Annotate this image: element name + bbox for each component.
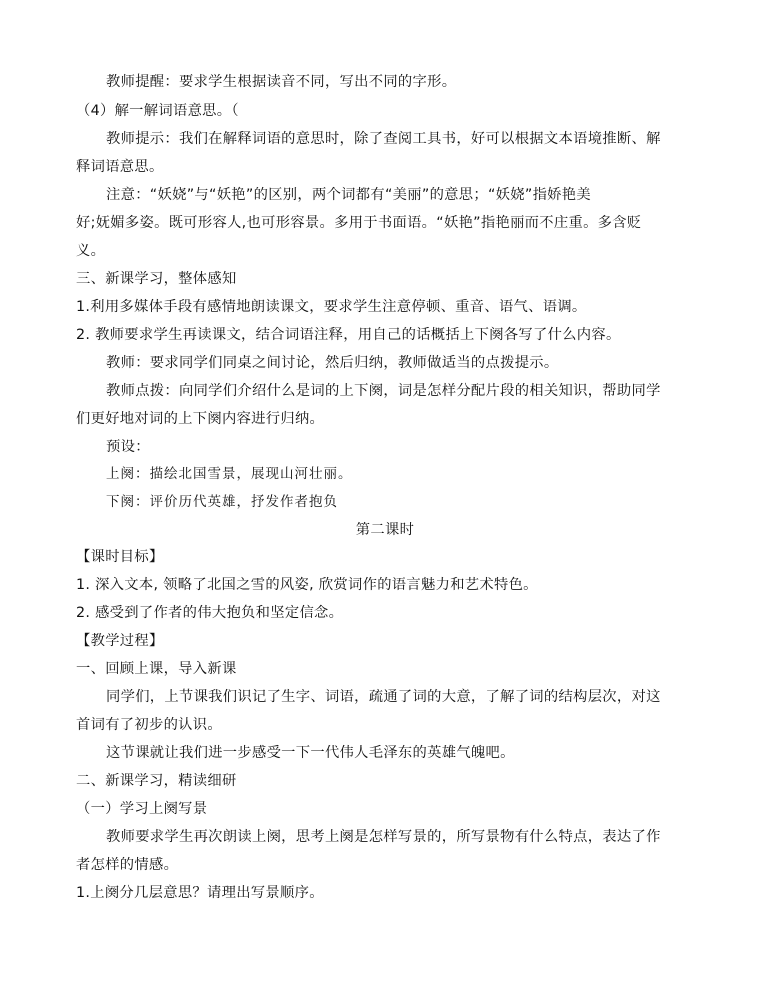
paragraph-line: 1.利用多媒体手段有感情地朗读课文，要求学生注意停顿、重音、语气、语调。 xyxy=(76,299,587,315)
section-heading: （4）解一解词语意思。（ xyxy=(76,103,239,119)
paragraph-line: 者怎样的情感。 xyxy=(76,857,179,873)
section-heading: 【教学过程】 xyxy=(76,633,164,649)
paragraph-line: 释词语意思。 xyxy=(76,159,164,175)
section-heading: 【课时目标】 xyxy=(76,549,164,565)
paragraph-line: 教师点拨：向同学们介绍什么是词的上下阕，词是怎样分配片段的相关知识，帮助同学 xyxy=(106,383,661,399)
paragraph-line: 教师要求学生再次朗读上阕，思考上阕是怎样写景的，所写景物有什么特点，表达了作 xyxy=(106,829,661,845)
paragraph-line: 2. 感受到了作者的伟大抱负和坚定信念。 xyxy=(76,605,344,621)
paragraph-line: 教师：要求同学们同桌之间讨论，然后归纳，教师做适当的点拨提示。 xyxy=(106,355,559,371)
section-heading: 二、新课学习，精读细研 xyxy=(76,773,237,789)
paragraph-line: 义。 xyxy=(76,243,106,259)
paragraph-line: 好;妩媚多姿。既可形容人,也可形容景。多用于书面语。“妖艳”指艳丽而不庄重。多含贬 xyxy=(76,215,642,231)
paragraph-line: 首词有了初步的认识。 xyxy=(76,717,222,733)
preset-line: 上阕：描绘北国雪景，展现山河壮丽。 xyxy=(106,466,353,482)
paragraph-line: 教师提醒：要求学生根据读音不同，写出不同的字形。 xyxy=(106,74,457,90)
paragraph-line: 教师提示：我们在解释词语的意思时，除了查阅工具书，好可以根据文本语境推断、解 xyxy=(106,131,661,147)
preset-line: 下阕：评价历代英雄，抒发作者抱负 xyxy=(106,494,338,510)
paragraph-line: 预设： xyxy=(106,439,150,455)
paragraph-line: 注意：“妖娆”与“妖艳”的区别，两个词都有“美丽”的意思；“妖娆”指娇艳美 xyxy=(106,187,591,203)
paragraph-line: 1.上阕分几层意思？请理出写景顺序。 xyxy=(76,885,324,901)
section-heading: 一、回顾上课，导入新课 xyxy=(76,661,237,677)
paragraph-line: 2. 教师要求学生再读课文，结合词语注释，用自己的话概括上下阕各写了什么内容。 xyxy=(76,327,621,343)
section-heading: 三、新课学习，整体感知 xyxy=(76,271,237,287)
section-heading: （一）学习上阕写景 xyxy=(76,801,208,817)
paragraph-line: 1. 深入文本, 领略了北国之雪的风姿, 欣赏词作的语言魅力和艺术特色。 xyxy=(76,577,538,593)
paragraph-line: 这节课就让我们进一步感受一下一代伟人毛泽东的英雄气魄吧。 xyxy=(106,745,515,761)
lesson-title: 第二课时 xyxy=(355,522,415,538)
paragraph-line: 们更好地对词的上下阕内容进行归纳。 xyxy=(76,411,325,427)
paragraph-line: 同学们，上节课我们识记了生字、词语，疏通了词的大意，了解了词的结构层次，对这 xyxy=(106,689,661,705)
